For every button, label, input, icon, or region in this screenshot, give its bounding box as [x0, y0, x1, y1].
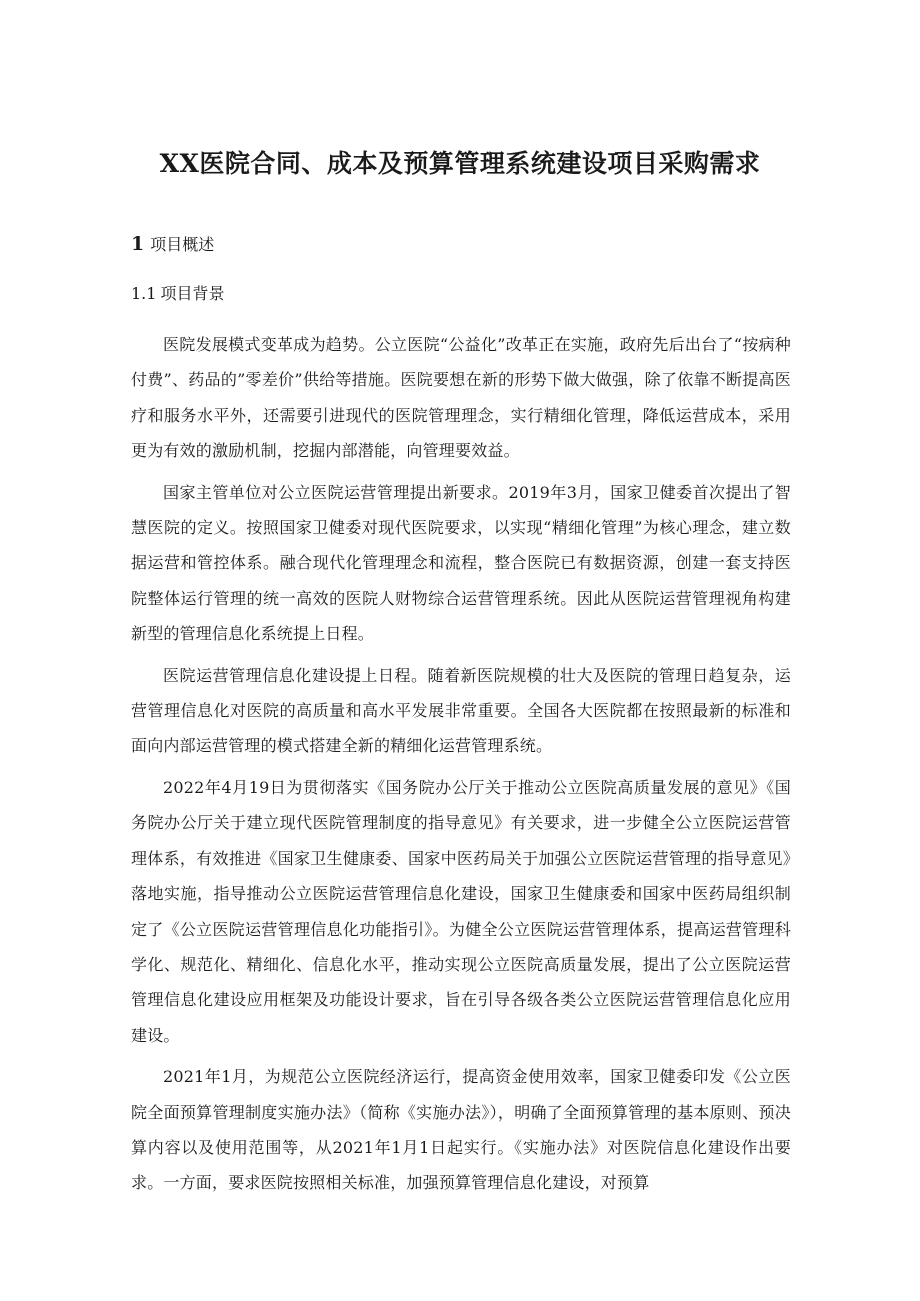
document-title: XX医院合同、成本及预算管理系统建设项目采购需求 — [159, 149, 761, 178]
paragraph: 2022年4月19日为贯彻落实《国务院办公厅关于推动公立医院高质量发展的意见》《国务院办公厅关于建立现代医院管理制度的指导意见》有关要求，进一步健全公立医院运营管理体系，有效推进《国家卫生健康委、国家中医药局关于加强公立医院运营管理的指导意见》落地实施，指导推动公立医院运营管理信息化建设，国家卫生健康委和国家中医药局组织制定了《公立医院运营管理信息化功能指引》。为健全公立医院运营管理体系，提高运营管理科学化、规范化、精细化、信息化水平，推动实现公立医院高质量发展，提出了公立医院运营管理信息化建设应用框架及功能设计要求，旨在引导各级各类公立医院运营管理信息化应用建设。 — [131, 777, 791, 1045]
paragraph: 医院运营管理信息化建设提上日程。随着新医院规模的壮大及医院的管理日趋复杂，运营管理信息化对医院的高质量和高水平发展非常重要。全国各大医院都在按照最新的标准和面向内部运营管理的模式搭建全新的精细化运营管理系统。 — [131, 665, 791, 756]
paragraph: 2021年1月，为规范公立医院经济运行，提高资金使用效率，国家卫健委印发《公立医院全面预算管理制度实施办法》（简称《实施办法》），明确了全面预算管理的基本原则、预决算内容以及使用范围等，从2021年1月1日起实行。《实施办法》对医院信息化建设作出要求。一方面，要求医院按照相关标准，加强预算管理信息化建设，对预算 — [131, 1067, 791, 1193]
section-number: 1 — [131, 233, 145, 255]
paragraph: 医院发展模式变革成为趋势。公立医院“公益化”改革正在实施，政府先后出台了“按病种付费”、药品的”零差价”供给等措施。医院要想在新的形势下做大做强，除了依靠不断提高医疗和服务水平外，还需要引进现代的医院管理理念，实行精细化管理，降低运营成本，采用更为有效的激励机制，挖掘内部潜能，向管理要效益。 — [131, 335, 791, 461]
document-body — [131, 327, 791, 1207]
section-heading-1 — [131, 232, 214, 257]
section-number: 1.1 — [131, 284, 157, 303]
section-title: 项目概述 — [150, 235, 215, 254]
section-heading-1-1 — [131, 282, 224, 306]
section-title: 项目背景 — [160, 284, 225, 303]
paragraph: 国家主管单位对公立医院运营管理提出新要求。2019年3月，国家卫健委首次提出了智慧医院的定义。按照国家卫健委对现代医院要求，以实现“精细化管理”为核心理念，建立数据运营和管控体系。融合现代化管理理念和流程，整合医院已有数据资源，创建一套支持医院整体运行管理的统一高效的医院人财物综合运营管理系统。因此从医院运营管理视角构建新型的管理信息化系统提上日程。 — [131, 482, 791, 644]
